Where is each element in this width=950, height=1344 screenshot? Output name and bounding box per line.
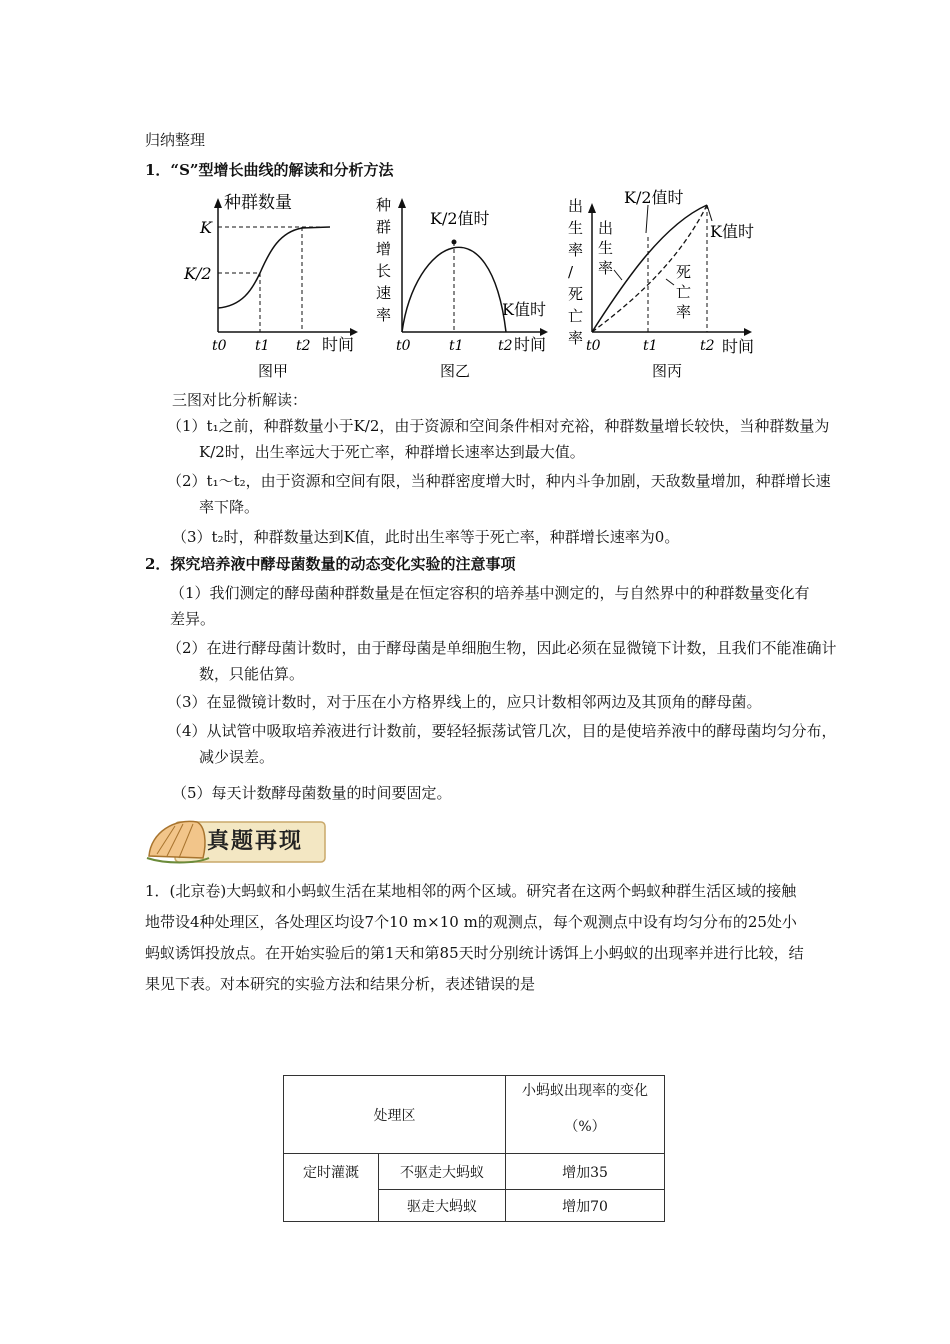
yi-t2: t2 [498, 338, 513, 354]
bing-birth-label: 出生率 [598, 219, 614, 277]
yi-ylabel: 种群增长速率 [376, 196, 392, 324]
jia-s-curve [218, 227, 330, 308]
jia-caption: 图甲 [258, 362, 289, 380]
figure-jia [180, 190, 365, 380]
note-item-1: （1）我们测定的酵母菌种群数量是在恒定容积的培养基中测定的，与自然界中的种群数量变化有差异。 [170, 584, 810, 628]
section-label: 归纳整理 [145, 131, 206, 149]
jia-t1: t1 [255, 338, 270, 354]
analysis-item-2: （2）t₁～t₂，由于资源和空间有限，当种群密度增大时，种内斗争加剧，天敌数量增加，种群增长速率下降。 [167, 472, 831, 516]
yi-end-label: K值时 [502, 300, 546, 319]
yi-y-arrow [398, 198, 406, 208]
note-item-5: （5）每天计数酵母菌数量的时间要固定。 [172, 784, 452, 802]
figure-bing [562, 185, 772, 380]
badge-title: 真题再现 [207, 828, 304, 854]
yi-t0: t0 [396, 338, 411, 354]
jia-t0: t0 [212, 338, 227, 354]
question-text: 1．(北京卷)大蚂蚁和小蚂蚁生活在某地相邻的两个区域。研究者在这两个蚂蚁种群生活区域的接触地带设4种处理区，各处理区均设7个10 m×10 m的观测点，每个观测点中设有均匀分布的25处小蚂蚁诱饵投放点。在开始实验后的第1天和第85天时分别统计诱饵上小蚂蚁的出现率并进行比较，结果见下表。对本研究的实验方法和结果分析，表述错误的是 [145, 882, 804, 993]
value-cell: 增加70 [506, 1190, 665, 1222]
bing-k-label: K值时 [710, 222, 754, 241]
yi-t1: t1 [449, 338, 464, 354]
jia-ylabel: 种群数量 [224, 193, 292, 213]
yi-peak-point [452, 240, 457, 245]
bing-xlabel: 时间 [722, 337, 755, 356]
real-exam-badge [145, 812, 330, 868]
bing-y-arrow [588, 203, 596, 213]
note-item-4: （4）从试管中吸取培养液进行计数前，要轻轻振荡试管几次，目的是使培养液中的酵母菌均匀分布，减少误差。 [167, 722, 837, 766]
analysis-item-1: （1）t₁之前，种群数量小于K/2，由于资源和空间条件相对充裕，种群数量增长较快，当种群数量为K/2时，出生率远大于死亡率，种群增长速率达到最大值。 [167, 417, 830, 461]
treatment-cell: 驱走大蚂蚁 [379, 1190, 506, 1222]
bing-x-arrow [744, 328, 752, 336]
header-rate [506, 1076, 665, 1154]
jia-t2: t2 [296, 338, 311, 354]
jia-xlabel: 时间 [322, 335, 355, 354]
note-item-3: （3）在显微镜计数时，对于压在小方格界线上的，应只计数相邻两边及其顶角的酵母菌。 [167, 693, 762, 711]
bing-t2: t2 [700, 338, 715, 354]
yi-caption: 图乙 [440, 362, 471, 380]
bing-k2-label: K/2值时 [624, 188, 684, 207]
heading-s-curve: 1．“S”型增长曲线的解读和分析方法 [145, 161, 394, 179]
bing-caption: 图丙 [652, 362, 683, 380]
bing-t1: t1 [643, 338, 658, 354]
header-rate-line1: 小蚂蚁出现率的变化 [522, 1083, 648, 1099]
group-cell: 定时灌溉 [284, 1154, 379, 1190]
bing-death-label: 死亡率 [676, 263, 692, 321]
value-cell: 增加35 [506, 1154, 665, 1190]
bing-t0: t0 [586, 338, 601, 354]
bing-ylabel: 出生率/死亡率 [568, 197, 584, 347]
jia-k-label: K [200, 218, 212, 237]
group-cell-empty [284, 1190, 379, 1222]
bing-k-pointer [707, 205, 712, 221]
results-table [283, 1075, 665, 1222]
bing-birth-pointer [614, 270, 622, 280]
header-zone: 处理区 [284, 1076, 506, 1154]
note-item-2: （2）在进行酵母菌计数时，由于酵母菌是单细胞生物，因此必须在显微镜下计数，且我们不能准确计数，只能估算。 [167, 639, 837, 683]
heading-yeast: 2．探究培养液中酵母菌数量的动态变化实验的注意事项 [145, 555, 516, 573]
jia-y-arrow [214, 198, 222, 208]
treatment-cell: 不驱走大蚂蚁 [379, 1154, 506, 1190]
yi-xlabel: 时间 [514, 335, 547, 354]
yi-peak-label: K/2值时 [430, 209, 490, 228]
analysis-intro: 三图对比分析解读： [172, 391, 308, 409]
analysis-item-3: （3）t₂时，种群数量达到K值，此时出生率等于死亡率，种群增长速率为0。 [172, 528, 680, 546]
header-rate-line2: （%） [564, 1119, 606, 1135]
figure-yi [370, 190, 565, 380]
bing-death-pointer [666, 279, 674, 285]
jia-k2-label: K/2 [184, 264, 212, 283]
bing-k2-pointer [646, 205, 648, 233]
